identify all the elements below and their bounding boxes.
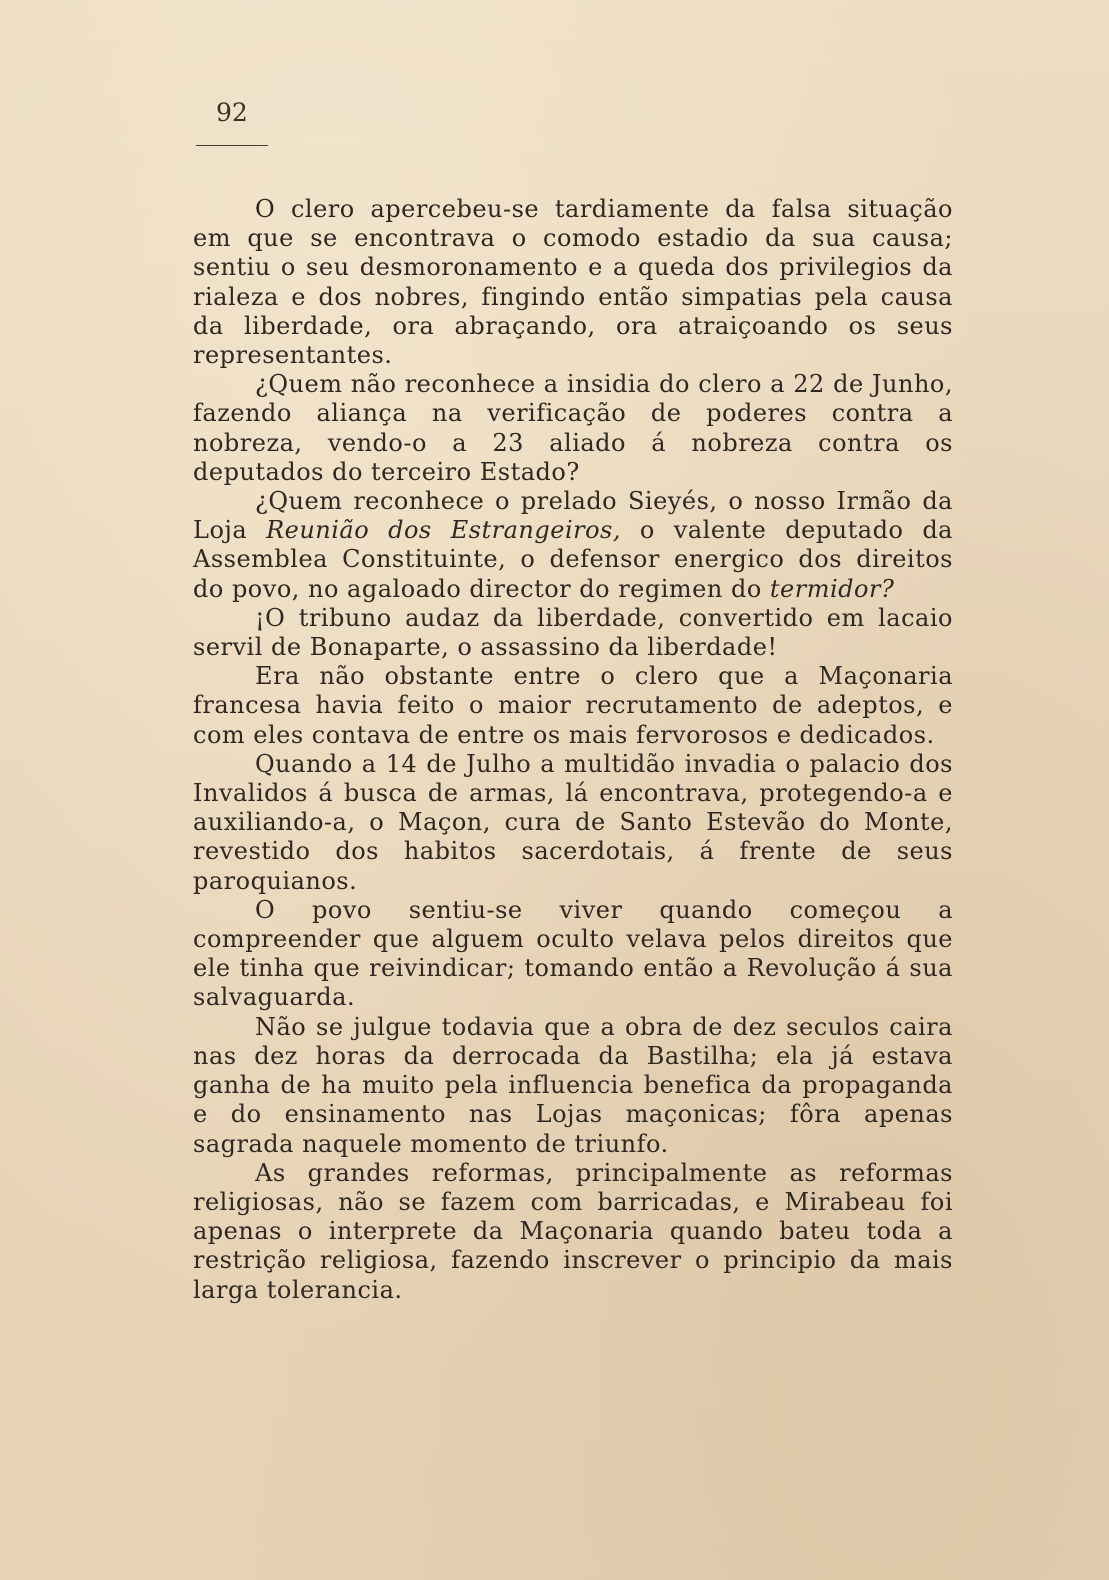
- paragraph-3-lodge-name: Reunião dos Estrangeiros,: [266, 516, 621, 545]
- paragraph-3-text-a: ¿Quem reconhece o prelado Sieyés, o nosso Irmão da Loja: [193, 487, 953, 545]
- paragraph-2: ¿Quem não reconhece a insidia do clero a 22 de Junho, fazendo aliança na verificação de poderes contra a nobreza, vendo-o a 23 aliado á nobreza contra os deputados do terceiro Estado?: [193, 370, 953, 486]
- paragraph-5: Era não obstante entre o clero que a Maçonaria francesa havia feito o maior recrutamento de adeptos, e com eles contava de entre os mais fervorosos e dedicados.: [193, 662, 953, 749]
- paragraph-7: O povo sentiu-se viver quando começou a compreender que alguem oculto velava pelos direitos que ele tinha que reivindicar; tomando então a Revolução á sua salvaguarda.: [193, 895, 953, 1012]
- paragraph-3: [193, 487, 953, 604]
- paragraph-4: ¡O tribuno audaz da liberdade, convertido em lacaio servil de Bonaparte, o assassino da liberdade!: [193, 603, 953, 662]
- body-text: [193, 195, 953, 1305]
- page-number: 92: [216, 98, 248, 127]
- paragraph-3-text-b: o valente deputado da Assemblea Constituinte, o defensor energico dos direitos do povo, no agaloado director do regimen do: [193, 516, 953, 603]
- paragraph-3-termidor: termidor?: [769, 574, 895, 603]
- paragraph-8: Não se julgue todavia que a obra de dez seculos caira nas dez horas da derrocada da Bastilha; ela já estava ganha de ha muito pela influencia benefica da propaganda e do ensinamento nas Lojas maçonicas; fôra apenas sagrada naquele momento de triunfo.: [193, 1012, 953, 1158]
- paragraph-6: Quando a 14 de Julho a multidão invadia o palacio dos Invalidos á busca de armas, lá encontrava, protegendo-a e auxiliando-a, o Maçon, cura de Santo Estevão do Monte, revestido dos habitos sacerdotais, á frente de seus paroquianos.: [193, 749, 953, 895]
- paragraph-9: As grandes reformas, principalmente as reformas religiosas, não se fazem com barricadas, e Mirabeau foi apenas o interprete da Maçonaria quando bateu toda a restrição religiosa, fazendo inscrever o principio da mais larga tolerancia.: [193, 1158, 953, 1304]
- header-rule: [196, 145, 268, 146]
- paragraph-1: O clero apercebeu-se tardiamente da falsa situação em que se encontrava o comodo estadio da sua causa; sentiu o seu desmoronamento e a queda dos privilegios da rialeza e dos nobres, fingindo então simpatias pela causa da liberdade, ora abraçando, ora atraiçoando os seus representantes.: [193, 195, 953, 370]
